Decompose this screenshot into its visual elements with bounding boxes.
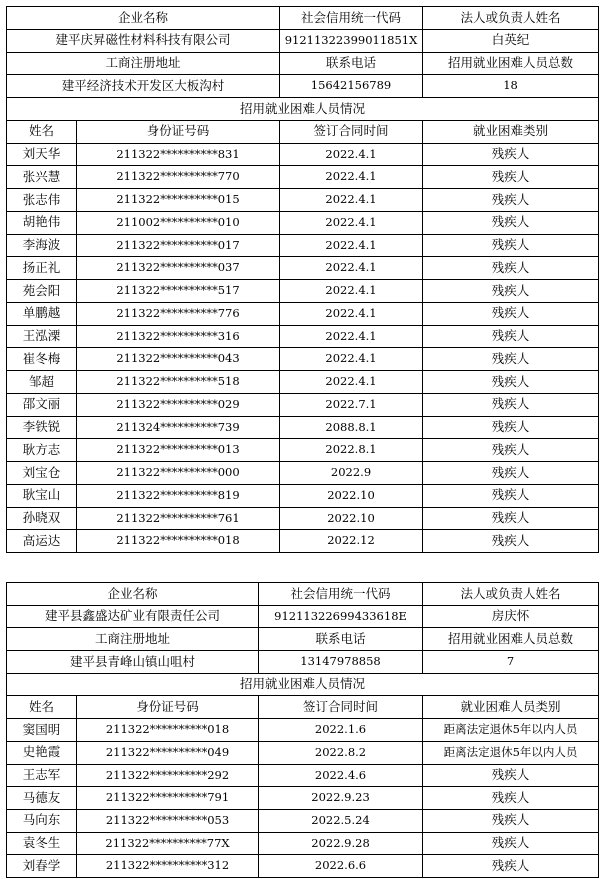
person-rows — [7, 719, 599, 878]
difficulty-type: 残疾人 — [423, 234, 599, 257]
credit-code: 91211322399011851X — [280, 29, 423, 52]
contract-date: 2022.4.1 — [280, 189, 423, 212]
col-name: 姓名 — [7, 696, 77, 719]
info-row — [7, 651, 599, 674]
legal-person: 房庆怀 — [423, 605, 599, 628]
person-name: 王泓溧 — [7, 325, 77, 348]
table-row — [7, 234, 599, 257]
person-id: 211322**********292 — [77, 764, 259, 787]
company-table-2 — [6, 582, 599, 878]
contract-date: 2022.8.2 — [259, 741, 423, 764]
contract-date: 2022.4.1 — [280, 143, 423, 166]
contract-date: 2022.10 — [280, 484, 423, 507]
table-row — [7, 462, 599, 485]
difficulty-type: 残疾人 — [423, 211, 599, 234]
person-id: 211322**********518 — [77, 371, 280, 394]
phone: 15642156789 — [280, 75, 423, 98]
person-name: 张志伟 — [7, 189, 77, 212]
company-name: 建平县鑫盛达矿业有限责任公司 — [7, 605, 259, 628]
difficulty-type: 残疾人 — [423, 280, 599, 303]
col-id: 身份证号码 — [77, 696, 259, 719]
label-reg-address: 工商注册地址 — [7, 52, 280, 75]
table-row — [7, 257, 599, 280]
person-id: 211322**********316 — [77, 325, 280, 348]
table-row — [7, 166, 599, 189]
table-row — [7, 832, 599, 855]
contract-date: 2088.8.1 — [280, 416, 423, 439]
table-row — [7, 484, 599, 507]
person-name: 张兴慧 — [7, 166, 77, 189]
column-header-row — [7, 696, 599, 719]
contract-date: 2022.10 — [280, 507, 423, 530]
label-phone: 联系电话 — [259, 628, 423, 651]
person-name: 邹超 — [7, 371, 77, 394]
contract-date: 2022.8.1 — [280, 439, 423, 462]
section-title: 招用就业困难人员情况 — [7, 673, 599, 696]
table-row — [7, 189, 599, 212]
person-name: 王志军 — [7, 764, 77, 787]
difficulty-type: 残疾人 — [423, 439, 599, 462]
person-id: 211322**********018 — [77, 530, 280, 553]
contract-date: 2022.6.6 — [259, 855, 423, 878]
header-row — [7, 628, 599, 651]
section-row — [7, 98, 599, 121]
person-rows — [7, 143, 599, 553]
total-hired: 18 — [423, 75, 599, 98]
legal-person: 白英纪 — [423, 29, 599, 52]
label-credit-code: 社会信用统一代码 — [280, 7, 423, 30]
contract-date: 2022.4.1 — [280, 348, 423, 371]
label-total-hired: 招用就业困难人员总数 — [423, 628, 599, 651]
col-type: 就业困难类别 — [423, 120, 599, 143]
contract-date: 2022.4.1 — [280, 234, 423, 257]
header-row — [7, 52, 599, 75]
contract-date: 2022.4.1 — [280, 211, 423, 234]
difficulty-type: 残疾人 — [423, 809, 599, 832]
person-name: 孙晓双 — [7, 507, 77, 530]
table-row — [7, 348, 599, 371]
person-name: 窦国明 — [7, 719, 77, 742]
table-row — [7, 530, 599, 553]
difficulty-type: 残疾人 — [423, 530, 599, 553]
person-name: 马德友 — [7, 787, 77, 810]
difficulty-type: 残疾人 — [423, 143, 599, 166]
contract-date: 2022.9.28 — [259, 832, 423, 855]
contract-date: 2022.12 — [280, 530, 423, 553]
table-row — [7, 855, 599, 878]
difficulty-type: 残疾人 — [423, 371, 599, 394]
difficulty-type: 残疾人 — [423, 189, 599, 212]
col-date: 签订合同时间 — [280, 120, 423, 143]
header-row — [7, 583, 599, 606]
person-name: 袁冬生 — [7, 832, 77, 855]
table-row — [7, 809, 599, 832]
header-row — [7, 7, 599, 30]
contract-date: 2022.9 — [280, 462, 423, 485]
section-row — [7, 673, 599, 696]
credit-code: 91211322699433618E — [259, 605, 423, 628]
table-row — [7, 507, 599, 530]
person-id: 211322**********017 — [77, 234, 280, 257]
difficulty-type: 残疾人 — [423, 484, 599, 507]
difficulty-type: 残疾人 — [423, 166, 599, 189]
person-name: 李铁锐 — [7, 416, 77, 439]
person-name: 苑会阳 — [7, 280, 77, 303]
section-title: 招用就业困难人员情况 — [7, 98, 599, 121]
person-id: 211002**********010 — [77, 211, 280, 234]
contract-date: 2022.4.1 — [280, 280, 423, 303]
table-row — [7, 787, 599, 810]
person-id: 211322**********029 — [77, 393, 280, 416]
person-id: 211322**********819 — [77, 484, 280, 507]
person-name: 耿方志 — [7, 439, 77, 462]
person-id: 211322**********000 — [77, 462, 280, 485]
person-name: 史艳霞 — [7, 741, 77, 764]
label-phone: 联系电话 — [280, 52, 423, 75]
person-id: 211322**********013 — [77, 439, 280, 462]
person-name: 马向东 — [7, 809, 77, 832]
person-id: 211322**********770 — [77, 166, 280, 189]
person-id: 211322**********018 — [77, 719, 259, 742]
contract-date: 2022.4.6 — [259, 764, 423, 787]
difficulty-type: 残疾人 — [423, 787, 599, 810]
label-company-name: 企业名称 — [7, 7, 280, 30]
contract-date: 2022.4.1 — [280, 371, 423, 394]
label-reg-address: 工商注册地址 — [7, 628, 259, 651]
person-id: 211322**********049 — [77, 741, 259, 764]
table-row — [7, 741, 599, 764]
table-row — [7, 416, 599, 439]
phone: 13147978858 — [259, 651, 423, 674]
table-row — [7, 439, 599, 462]
table-row — [7, 143, 599, 166]
difficulty-type: 残疾人 — [423, 302, 599, 325]
reg-address: 建平经济技术开发区大板沟村 — [7, 75, 280, 98]
company-name: 建平庆昇磁性材料科技有限公司 — [7, 29, 280, 52]
company-table-1 — [6, 6, 599, 553]
contract-date: 2022.4.1 — [280, 257, 423, 280]
contract-date: 2022.7.1 — [280, 393, 423, 416]
contract-date: 2022.4.1 — [280, 302, 423, 325]
table-row — [7, 211, 599, 234]
col-id: 身份证号码 — [77, 120, 280, 143]
person-name: 邵文丽 — [7, 393, 77, 416]
contract-date: 2022.9.23 — [259, 787, 423, 810]
person-name: 胡艳伟 — [7, 211, 77, 234]
info-row — [7, 29, 599, 52]
person-name: 崔冬梅 — [7, 348, 77, 371]
person-name: 刘春学 — [7, 855, 77, 878]
label-legal-person: 法人或负责人姓名 — [423, 7, 599, 30]
person-name: 刘宝仓 — [7, 462, 77, 485]
table-row — [7, 302, 599, 325]
reg-address: 建平县青峰山镇山咀村 — [7, 651, 259, 674]
label-legal-person: 法人或负责人姓名 — [423, 583, 599, 606]
person-id: 211322**********831 — [77, 143, 280, 166]
col-type: 就业困难人员类别 — [423, 696, 599, 719]
total-hired: 7 — [423, 651, 599, 674]
label-total-hired: 招用就业困难人员总数 — [423, 52, 599, 75]
difficulty-type: 残疾人 — [423, 462, 599, 485]
person-name: 李海波 — [7, 234, 77, 257]
person-name: 扬正礼 — [7, 257, 77, 280]
difficulty-type: 残疾人 — [423, 325, 599, 348]
col-name: 姓名 — [7, 120, 77, 143]
table-row — [7, 719, 599, 742]
person-id: 211322**********77X — [77, 832, 259, 855]
person-id: 211322**********791 — [77, 787, 259, 810]
person-id: 211322**********517 — [77, 280, 280, 303]
difficulty-type: 残疾人 — [423, 764, 599, 787]
person-id: 211322**********053 — [77, 809, 259, 832]
person-name: 单鹏越 — [7, 302, 77, 325]
col-date: 签订合同时间 — [259, 696, 423, 719]
person-name: 高运达 — [7, 530, 77, 553]
label-credit-code: 社会信用统一代码 — [259, 583, 423, 606]
label-company-name: 企业名称 — [7, 583, 259, 606]
table-row — [7, 371, 599, 394]
info-row — [7, 75, 599, 98]
table-row — [7, 325, 599, 348]
contract-date: 2022.5.24 — [259, 809, 423, 832]
table-row — [7, 393, 599, 416]
difficulty-type: 残疾人 — [423, 416, 599, 439]
difficulty-type: 残疾人 — [423, 507, 599, 530]
person-name: 耿宝山 — [7, 484, 77, 507]
contract-date: 2022.1.6 — [259, 719, 423, 742]
person-id: 211322**********312 — [77, 855, 259, 878]
difficulty-type: 残疾人 — [423, 393, 599, 416]
person-id: 211322**********761 — [77, 507, 280, 530]
person-id: 211322**********015 — [77, 189, 280, 212]
difficulty-type: 残疾人 — [423, 855, 599, 878]
difficulty-type: 残疾人 — [423, 832, 599, 855]
difficulty-type: 残疾人 — [423, 257, 599, 280]
person-id: 211322**********037 — [77, 257, 280, 280]
person-id: 211324**********739 — [77, 416, 280, 439]
table-row — [7, 280, 599, 303]
person-id: 211322**********776 — [77, 302, 280, 325]
difficulty-type: 残疾人 — [423, 348, 599, 371]
person-id: 211322**********043 — [77, 348, 280, 371]
person-name: 刘天华 — [7, 143, 77, 166]
contract-date: 2022.4.1 — [280, 325, 423, 348]
table-row — [7, 764, 599, 787]
column-header-row — [7, 120, 599, 143]
difficulty-type: 距离法定退休5年以内人员 — [423, 741, 599, 764]
info-row — [7, 605, 599, 628]
contract-date: 2022.4.1 — [280, 166, 423, 189]
difficulty-type: 距离法定退休5年以内人员 — [423, 719, 599, 742]
